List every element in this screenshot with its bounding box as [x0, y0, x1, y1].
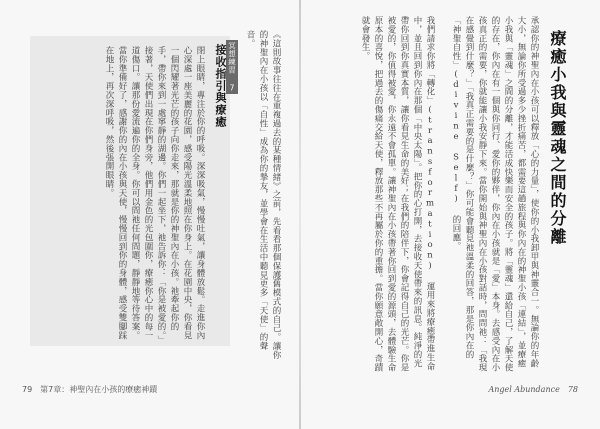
footer-right: Angel Abundance 78: [488, 385, 578, 394]
section-heading: 療癒小我與靈魂之間的分離: [548, 30, 567, 246]
left-page-intro: 《這則故事往往在重複過去的某種情緒》之前，先看看那個保護舊模式的自己。讓你的神聖內在小孩以「自性」成為你的摯友，並學會在生活中聽見更多「天使」的聲音。: [245, 30, 281, 360]
exercise-body: 閉上眼睛，專注於你的呼吸。深深吸氣，慢慢吐氣，讓身體放鬆。走進你內心深處一座美麗的花園，感受陽光溫柔地照在你身上。在花園中央，你看見一個閃耀著光芒的孩子向你走來，那就是你的神聖內在小孩。祂牽起你的手，帶你來到一處寧靜的湖邊。你們一起坐下，祂告訴你：「你是被愛的。」接著，天使們出現在你們身旁，他們用金色的光包圍你，療癒你心中的每一道傷口。讓那份愛流遍你的全身。你可以問祂任何問題，靜靜地等待答案。當你準備好了，感謝你的內在小孩與天使，慢慢回到你的身體，感受雙腳踩在地上，再次深呼吸，然後張開眼睛。: [104, 46, 205, 345]
exercise-label-badge: 冥想練習 7: [227, 41, 237, 93]
footer-left: 79 第7章：神聖內在小孩的療癒神蹟: [22, 385, 158, 394]
exercise-title: 接收指引與療癒: [214, 44, 227, 128]
right-page-body: 承認你的神聖內在小孩可以釋放「心的力量」，使你的小我卸甲與神靈合一。無論你的年齡大小，無論你所受過多少挫折痛苦，都需要這趟旅程與你內在的神聖小孩「連結」，並療癒小我與「靈魂」之間的分離，才能活成快樂而安全的孩子。將「靈魂」還給自己，了解天使的存在，你內在有一個與你同行、愛你的夥伴，你內在小孩就是「愛」本身。去感受內在小孩真正的需要，你就能讓小我安靜下來。當你開始與神聖內在小孩對話時，問問祂：「我現在感覺到什麼？」「我真正需要的是什麼？」你可能會聽見祂溫柔的回答，那是你內在的「神聖自性」(divine Self) 的回應。 我們請求你將「轉化」(transformation) 運用來將療癒帶進生命中，並且回到你內在那個「中央太陽」。把你的心打開，去接收天使帶來的訊息。純淨的光帶你回到你真實本質，讓你看見生命的美好；在我們的陪伴下，你會記得自己的光芒。你是被愛的，你值得被愛，你永遠不會孤單。讓神聖內在小孩帶著你回到愛的源頭，去體驗生命原本的喜悅，把過去的傷痛交給天使，釋放那些不再屬於你的重擔。當你願意敞開心，奇蹟就會發生。: [360, 16, 539, 372]
page-gutter: [299, 0, 301, 429]
